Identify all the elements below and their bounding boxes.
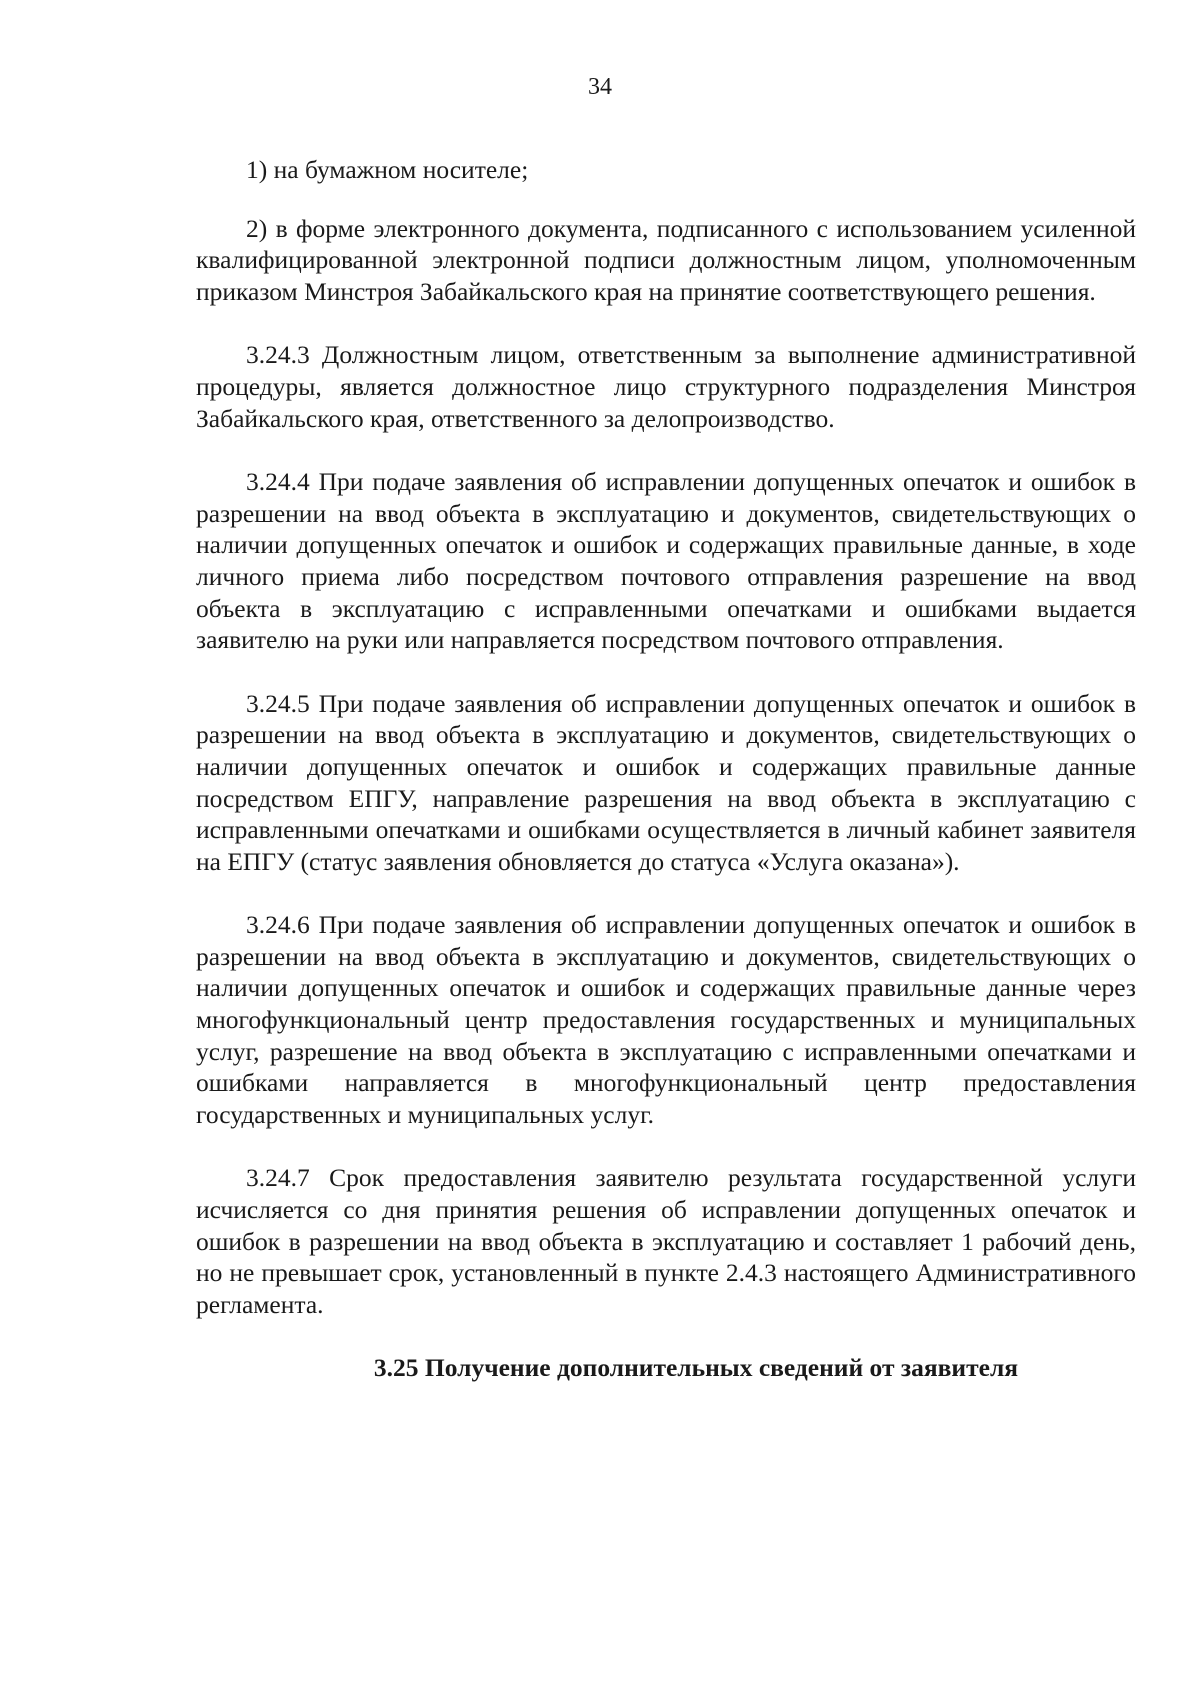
paragraph-3-24-5: 3.24.5 При подаче заявления об исправлении допущенных опечаток и ошибок в разрешении на ввод объекта в эксплуатацию и документов, свидетельствующих о наличии допущенных опечаток и ошибок и содержащих правильные данные посредством ЕПГУ, направление разрешения на ввод объекта в эксплуатацию с исправленными опечатками и ошибками осуществляется в личный кабинет заявителя на ЕПГУ (статус заявления обновляется до статуса «Услуга оказана»). <box>196 688 1136 876</box>
paragraph-3-24-3: 3.24.3 Должностным лицом, ответственным за выполнение административной процедуры, является должностное лицо структурного подразделения Минстроя Забайкальского края, ответственного за делопроизводство. <box>196 340 1136 433</box>
paragraph-3-24-7: 3.24.7 Срок предоставления заявителю результата государственной услуги исчисляется со дня принятия решения об исправлении допущенных опечаток и ошибок в разрешении на ввод объекта в эксплуатацию и составляет 1 рабочий день, но не превышает срок, установленный в пункте 2.4.3 настоящего Административного регламента. <box>196 1163 1136 1319</box>
paragraph-3-24-6: 3.24.6 При подаче заявления об исправлении допущенных опечаток и ошибок в разрешении на ввод объекта в эксплуатацию и документов, свидетельствующих о наличии допущенных опечаток и ошибок и содержащих правильные данные через многофункциональный центр предоставления государственных и муниципальных услуг, разрешение на ввод объекта в эксплуатацию с исправленными опечатками и ошибками направляется в многофункциональный центр предоставления государственных и муниципальных услуг. <box>196 910 1136 1129</box>
paragraph-3-24-4: 3.24.4 При подаче заявления об исправлении допущенных опечаток и ошибок в разрешении на ввод объекта в эксплуатацию и документов, свидетельствующих о наличии допущенных опечаток и ошибок и содержащих правильные данные, в ходе личного приема либо посредством почтового отправления разрешение на ввод объекта в эксплуатацию с исправленными опечатками и ошибками выдается заявителю на руки или направляется посредством почтового отправления. <box>196 467 1136 655</box>
paragraph-paper-format: 1) на бумажном носителе; <box>246 155 529 184</box>
paragraph-electronic-format: 2) в форме электронного документа, подписанного с использованием усиленной квалифицированной электронной подписи должностным лицом, уполномоченным приказом Минстроя Забайкальского края на принятие соответствующего решения. <box>196 213 1136 306</box>
section-heading-3-25: 3.25 Получение дополнительных сведений от заявителя <box>373 1353 1019 1383</box>
document-body <box>196 154 1136 1384</box>
page-number: 34 <box>588 74 612 100</box>
